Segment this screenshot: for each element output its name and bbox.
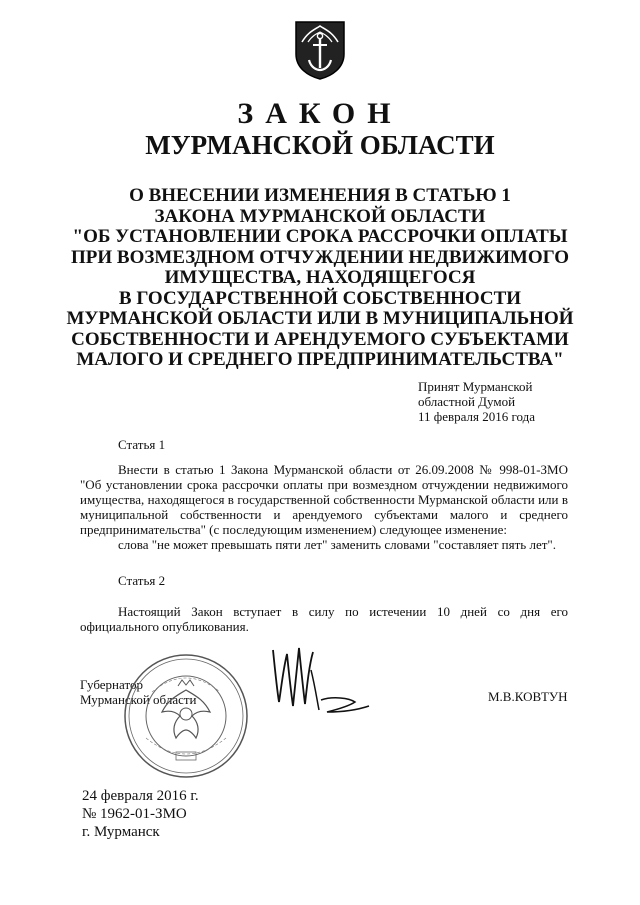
title-line: "ОБ УСТАНОВЛЕНИИ СРОКА РАССРОЧКИ ОПЛАТЫ <box>72 226 568 247</box>
article-2-heading: Статья 2 <box>118 573 166 588</box>
signer-name: М.В.КОВТУН <box>488 689 568 704</box>
adoption-note <box>418 379 535 424</box>
official-seal <box>122 652 250 780</box>
article-2-body <box>80 604 568 634</box>
title-line: О ВНЕСЕНИИ ИЗМЕНЕНИЯ В СТАТЬЮ 1 <box>129 185 511 206</box>
document-type-heading: ЗАКОН <box>237 97 403 130</box>
article-2-paragraph: Настоящий Закон вступает в силу по истечении 10 дней со дня его официального опубликования. <box>80 604 568 634</box>
law-title <box>40 186 600 371</box>
article-1-amendment: слова "не может превышать пяти лет" заменить словами "составляет пять лет". <box>118 537 556 552</box>
signing-date: 24 февраля 2016 г. <box>82 788 199 804</box>
adoption-date: 11 февраля 2016 года <box>418 409 535 424</box>
article-1-heading: Статья 1 <box>118 437 166 452</box>
title-line: МУРМАНСКОЙ ОБЛАСТИ ИЛИ В МУНИЦИПАЛЬНОЙ <box>66 308 574 329</box>
title-line: В ГОСУДАРСТВЕННОЙ СОБСТВЕННОСТИ <box>118 287 522 309</box>
city: г. Мурманск <box>82 824 160 840</box>
title-line: ЗАКОНА МУРМАНСКОЙ ОБЛАСТИ <box>154 205 486 227</box>
article-1-paragraph: Внести в статью 1 Закона Мурманской области от 26.09.2008 № 998-01-ЗМО "Об установлении срока рассрочки оплаты при возмездном отчуждении недвижимого имущества, находящегося в государственной собственности Мурманской области или в муниципальной собственности и арендуемого субъектами малого и среднего предпринимательства" (с последующим изменением) следующее изменение: <box>80 462 568 537</box>
adoption-line: Принят Мурманской <box>418 379 533 394</box>
region-heading: МУРМАНСКОЙ ОБЛАСТИ <box>145 130 495 160</box>
coat-of-arms-emblem <box>294 20 346 80</box>
title-line: МАЛОГО И СРЕДНЕГО ПРЕДПРИНИМАТЕЛЬСТВА" <box>76 349 564 370</box>
position-line: Мурманской области <box>80 692 197 707</box>
title-line: ПРИ ВОЗМЕЗДНОМ ОТЧУЖДЕНИИ НЕДВИЖИМОГО <box>70 246 570 268</box>
law-number: № 1962-01-ЗМО <box>82 806 187 822</box>
article-1-body <box>80 462 568 552</box>
document-footer <box>82 787 199 841</box>
position-line: Губернатор <box>80 677 143 692</box>
title-line: ИМУЩЕСТВА, НАХОДЯЩЕГОСЯ <box>164 267 476 288</box>
title-line: СОБСТВЕННОСТИ И АРЕНДУЕМОГО СУБЪЕКТАМИ <box>71 328 569 350</box>
adoption-line: областной Думой <box>418 394 516 409</box>
handwritten-signature <box>265 640 385 720</box>
